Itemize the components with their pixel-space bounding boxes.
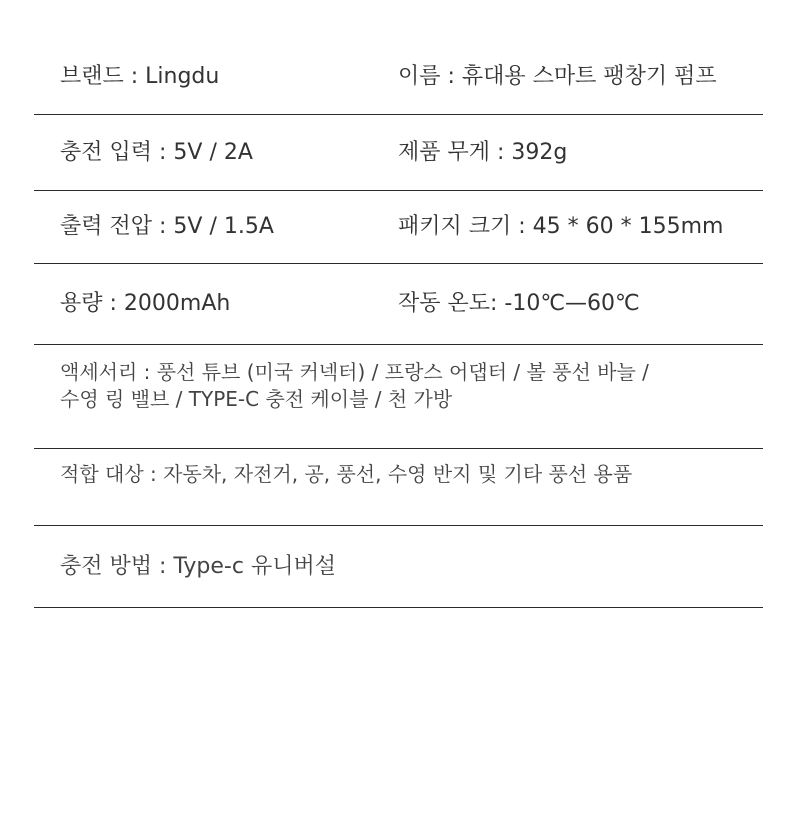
capacity-spec: 용량 : 2000mAh	[60, 291, 231, 316]
spec-row	[34, 526, 763, 608]
output-voltage-spec: 출력 전압 : 5V / 1.5A	[60, 214, 274, 239]
spec-row	[34, 191, 763, 264]
spec-row	[34, 449, 763, 526]
spec-row	[34, 345, 763, 449]
spec-row	[34, 264, 763, 345]
accessories-spec	[60, 359, 750, 413]
spec-row	[34, 115, 763, 191]
spec-row	[34, 40, 763, 115]
charge-input-spec: 충전 입력 : 5V / 2A	[60, 139, 253, 165]
brand-spec: 브랜드 : Lingdu	[60, 64, 220, 89]
weight-spec: 제품 무게 : 392g	[398, 139, 568, 165]
operating-temp-spec: 작동 온도: -10℃—60℃	[398, 291, 640, 316]
accessories-line-2: 수영 링 밸브 / TYPE-C 충전 케이블 / 천 가방	[60, 387, 453, 411]
accessories-line-1: 액세서리 : 풍선 튜브 (미국 커넥터) / 프랑스 어댑터 / 볼 풍선 바늘 /	[60, 360, 649, 384]
applicable-spec: 적합 대상 : 자동차, 자전거, 공, 풍선, 수영 반지 및 기타 풍선 용품	[60, 462, 633, 486]
spec-table	[34, 40, 763, 608]
name-spec: 이름 : 휴대용 스마트 팽창기 펌프	[398, 64, 717, 89]
charging-method-spec: 충전 방법 : Type-c 유니버설	[60, 554, 336, 579]
package-size-spec: 패키지 크기 : 45 * 60 * 155mm	[398, 214, 724, 239]
